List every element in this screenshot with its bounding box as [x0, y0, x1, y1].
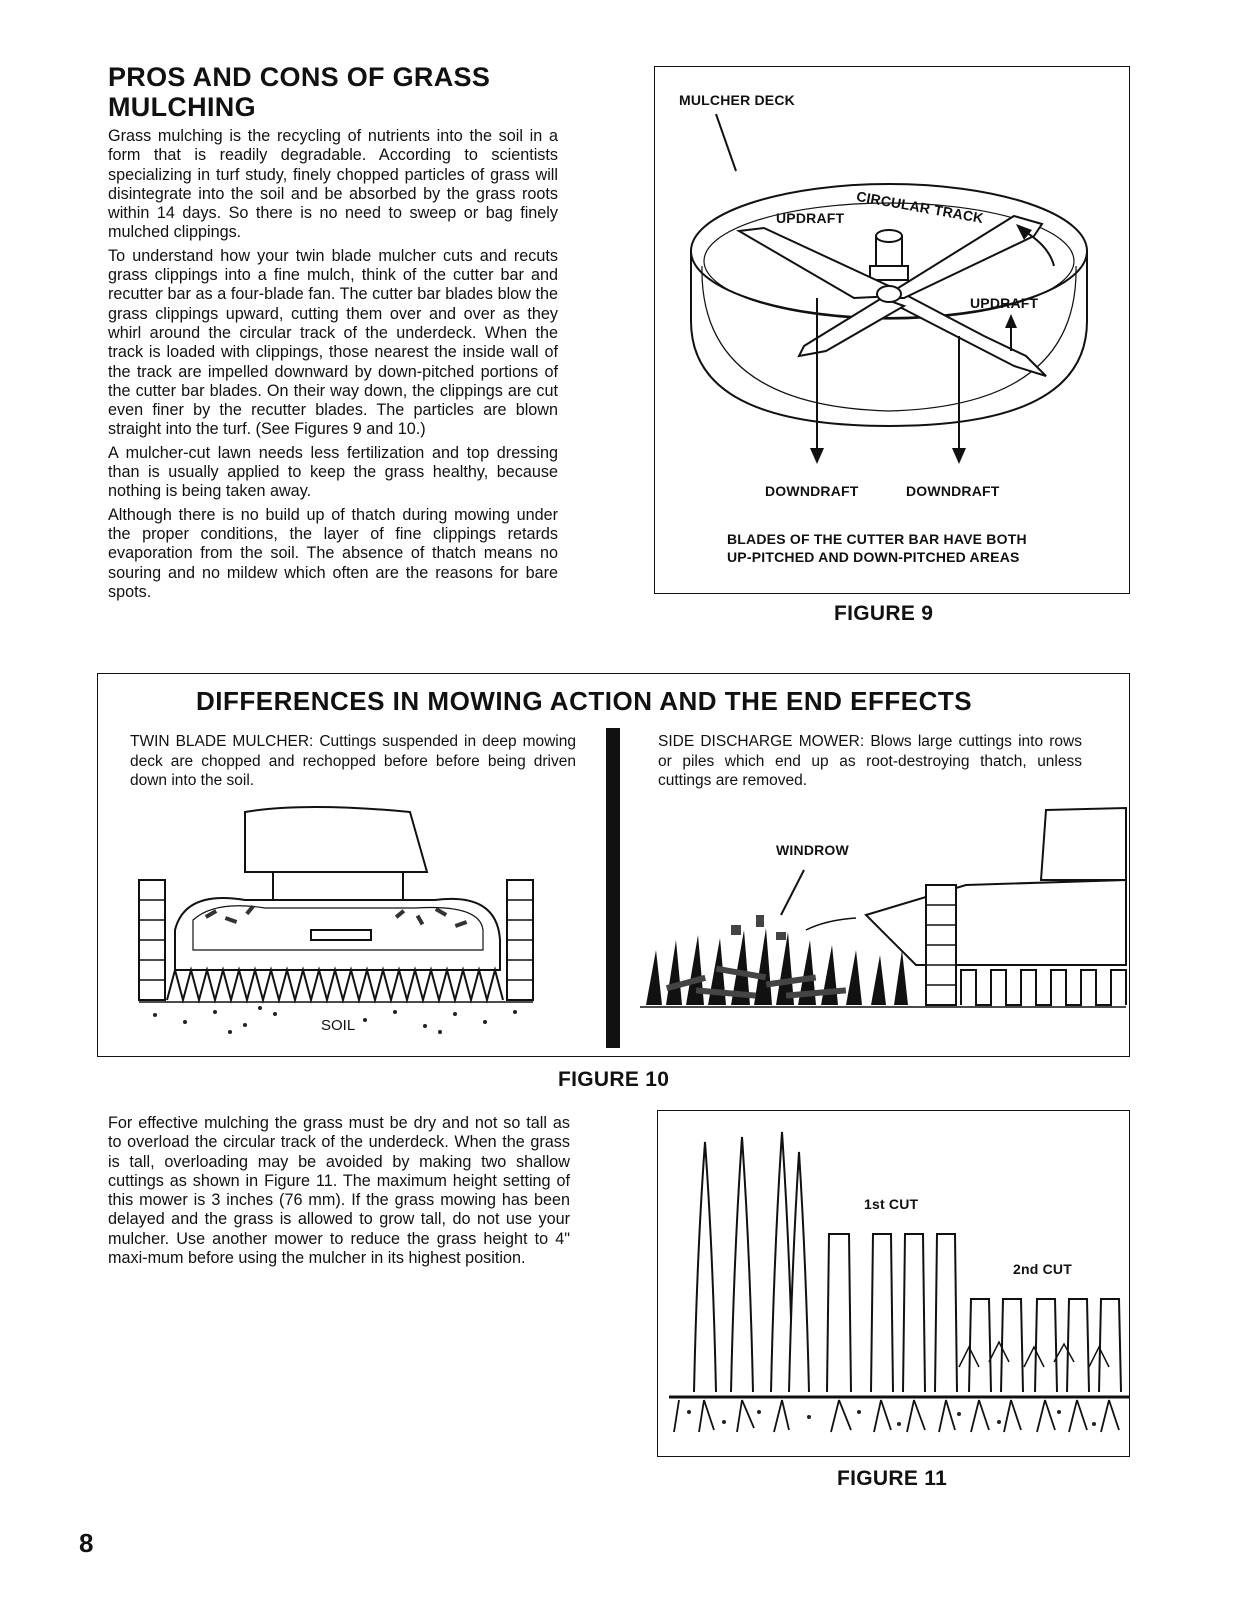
section-title	[108, 62, 578, 122]
section-title-line2: MULCHING	[108, 92, 256, 122]
figure10-right-text: SIDE DISCHARGE MOWER: Blows large cuttings into rows or piles which end up as root-destroying thatch, unless cuttings are removed.	[658, 733, 1082, 789]
figure9-caption: FIGURE 9	[834, 602, 934, 625]
figure10-left-text: TWIN BLADE MULCHER: Cuttings suspended in deep mowing deck are chopped and rechopped before before being driven down into the soil.	[130, 733, 576, 789]
figure11-caption: FIGURE 11	[837, 1467, 948, 1490]
label-downdraft-left: DOWNDRAFT	[765, 483, 859, 499]
side-discharge-mower-illustration	[636, 800, 1126, 1040]
label-second-cut: 2nd CUT	[1013, 1261, 1072, 1277]
bottom-text	[108, 1114, 570, 1272]
label-circular-track: CIRCULAR TRACK	[855, 188, 985, 227]
figure11-illustration	[659, 1112, 1129, 1455]
figure10-caption: FIGURE 10	[558, 1068, 670, 1091]
figure9-note-line1: BLADES OF THE CUTTER BAR HAVE BOTH	[727, 531, 1027, 547]
paragraph: To understand how your twin blade mulcher cuts and recuts grass clippings into a fine mulch, think of the cutter bar and recutter bar as a four-blade fan. The cutter bar blades blow the grass clippings upward, cutting them over and over as they whirl around the circular track of the underdeck. When the track is loaded with clippings, those nearest the inside wall of the track are impelled downward by down-pitched portions of the cutter bar blades. On their way down, the clippings are cut even finer by the recutter blades. The particles are blown straight into the turf. (See Figures 9 and 10.)	[108, 246, 558, 439]
mulcher-mower-illustration	[135, 800, 535, 1040]
label-mulcher-deck: MULCHER DECK	[679, 92, 795, 108]
label-updraft-right: UPDRAFT	[970, 295, 1039, 311]
figure10-title: DIFFERENCES IN MOWING ACTION AND THE END EFFECTS	[196, 686, 973, 716]
paragraph: For effective mulching the grass must be dry and not so tall as to overload the circular track of the underdeck. When the grass is tall, overloading may be avoided by making two shallow cuttings as shown in Figure 11. The maximum height setting of this mower is 3 inches (76 mm). If the grass mowing has been delayed and the grass is allowed to grow tall, do not use your mulcher. Use another mower to reduce the grass height to 4" maxi-mum before using the mulcher in its highest position.	[108, 1114, 570, 1268]
paragraph: Although there is no build up of thatch during mowing under the proper conditions, the layer of fine clippings retards evaporation from the soil. The absence of thatch means no souring and no mildew which often are the reasons for bare spots.	[108, 505, 558, 601]
figure9-note-line2: UP-PITCHED AND DOWN-PITCHED AREAS	[727, 549, 1020, 565]
page-number: 8	[79, 1528, 94, 1558]
label-downdraft-right: DOWNDRAFT	[906, 483, 1000, 499]
figure10-divider	[606, 728, 620, 1048]
paragraph: A mulcher-cut lawn needs less fertilization and top dressing than is usually applied to keep the grass healthy, because nothing is being taken away.	[108, 443, 558, 501]
figure9-illustration	[654, 66, 1130, 594]
label-soil: SOIL	[321, 1017, 356, 1034]
section-body	[108, 127, 558, 606]
label-updraft-left: UPDRAFT	[776, 210, 845, 226]
paragraph: Grass mulching is the recycling of nutrients into the soil in a form that is readily degradable. According to scientists specializing in turf study, finely chopped particles of grass will disintegrate into the soil and be absorbed by the grass roots within 14 days. So there is no need to sweep or bag finely mulched clippings.	[108, 127, 558, 242]
label-first-cut: 1st CUT	[864, 1196, 919, 1212]
label-windrow: WINDROW	[776, 842, 849, 858]
section-title-line1: PROS AND CONS OF GRASS	[108, 62, 491, 92]
